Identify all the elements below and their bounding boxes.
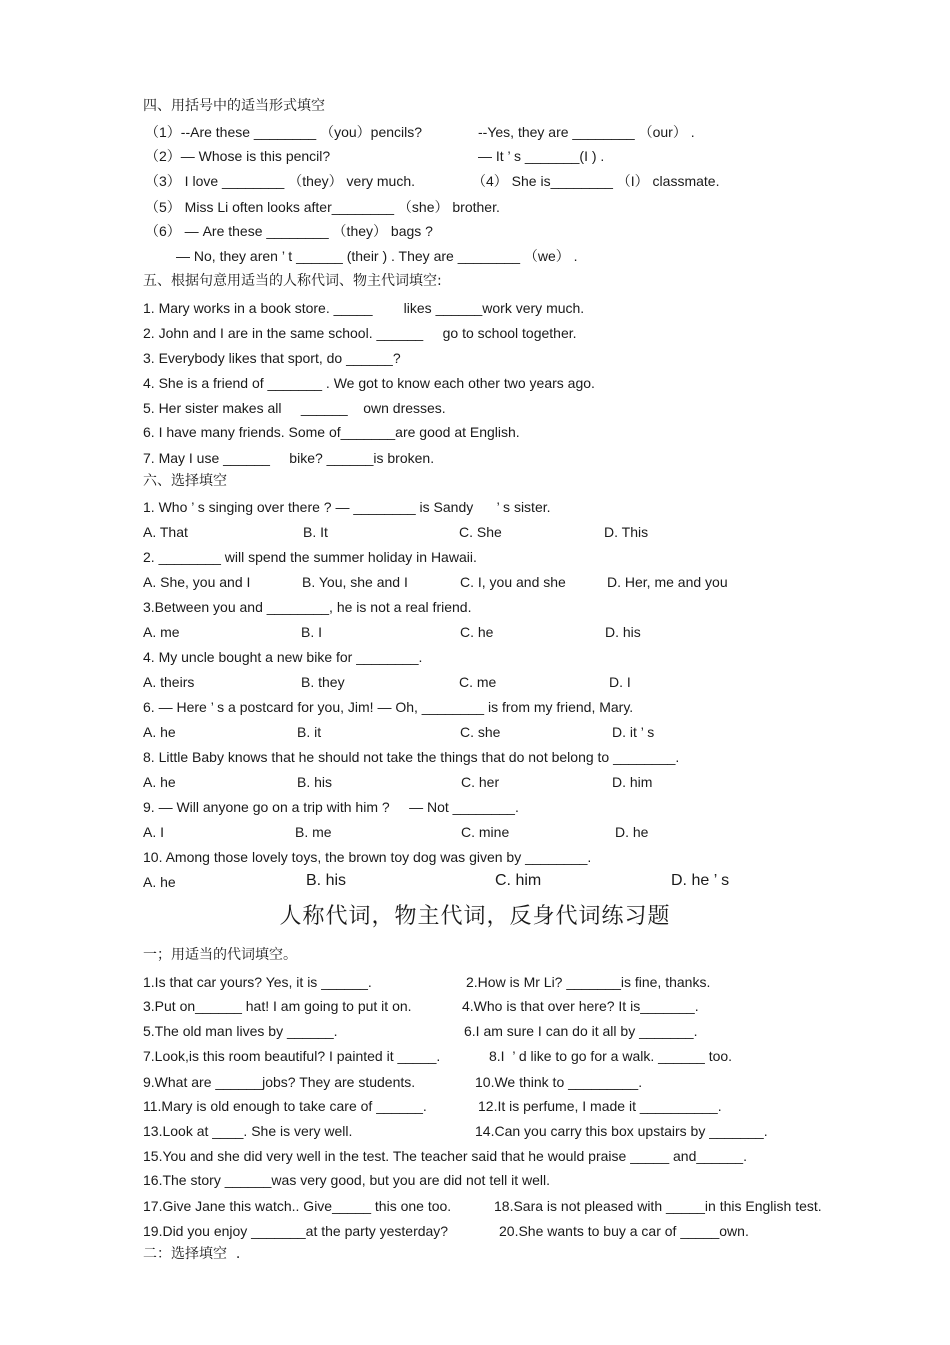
sec6-q2-opt-c: C. I, you and she bbox=[460, 574, 566, 590]
sec6-q3-opt-b: B. I bbox=[301, 624, 323, 640]
sec6-q1-opt-b: B. It bbox=[303, 524, 328, 540]
sec4-item-3-right: （4） She is________ （I） classmate. bbox=[472, 173, 720, 189]
part1-item-4: 4.Who is that over here? It is_______. bbox=[462, 998, 699, 1014]
part-2-heading: 二：选择填空 . bbox=[143, 1246, 241, 1262]
sec6-q1-opt-c: C. She bbox=[459, 524, 502, 540]
part1-item-7: 7.Look,is this room beautiful? I painted it _____. bbox=[143, 1048, 441, 1064]
sec6-q8-opt-d: D. him bbox=[612, 774, 653, 790]
sec6-q2-opt-a: A. She, you and I bbox=[143, 574, 251, 590]
sec6-q6-opt-a: A. he bbox=[143, 724, 176, 740]
sec5-item-1: 1. Mary works in a book store. _____ likes ______work very much. bbox=[143, 300, 585, 316]
part1-item-13: 13.Look at ____. She is very well. bbox=[143, 1123, 353, 1139]
sec6-q10-opt-c: C. him bbox=[495, 872, 542, 889]
sec6-q4: 4. My uncle bought a new bike for ________. bbox=[143, 649, 423, 665]
sec4-item-6-answer: — No, they aren ’ t ______ (their ) . They are ________ （we） . bbox=[176, 248, 578, 264]
sec6-q10-opt-b: B. his bbox=[306, 872, 347, 889]
part1-item-18: 18.Sara is not pleased with _____in this English test. bbox=[494, 1198, 822, 1214]
sec4-item-5: （5） Miss Li often looks after________ （she） brother. bbox=[145, 199, 500, 215]
sec4-item-2-left: （2）— Whose is this pencil? bbox=[145, 148, 331, 164]
part1-item-9: 9.What are ______jobs? They are students. bbox=[143, 1074, 416, 1090]
sec5-item-7: 7. May I use ______ bike? ______is broken. bbox=[143, 450, 435, 466]
part1-item-20: 20.She wants to buy a car of _____own. bbox=[499, 1223, 749, 1239]
sec6-q2-opt-d: D. Her, me and you bbox=[607, 574, 728, 590]
part-1-heading: 一；用适当的代词填空。 bbox=[143, 947, 297, 963]
sec6-q4-opt-a: A. theirs bbox=[143, 674, 195, 690]
sec6-q8-opt-c: C. her bbox=[461, 774, 500, 790]
sec6-q3-opt-c: C. he bbox=[460, 624, 494, 640]
sec6-q8-opt-b: B. his bbox=[297, 774, 333, 790]
part1-item-11: 11.Mary is old enough to take care of ______. bbox=[143, 1098, 427, 1114]
sec6-q1: 1. Who ’ s singing over there ? — ________ is Sandy ’ s sister. bbox=[143, 499, 551, 515]
sec6-q8-opt-a: A. he bbox=[143, 774, 176, 790]
part1-item-2: 2.How is Mr Li? _______is fine, thanks. bbox=[466, 974, 711, 990]
sec4-item-3-left: （3） I love ________ （they） very much. bbox=[145, 173, 416, 189]
sec6-q10-opt-a: A. he bbox=[143, 874, 176, 890]
part1-item-3: 3.Put on______ hat! I am going to put it on. bbox=[143, 998, 412, 1014]
sec6-q4-opt-b: B. they bbox=[301, 674, 345, 690]
sec6-q6-opt-b: B. it bbox=[297, 724, 322, 740]
section-4-heading: 四、用括号中的适当形式填空 bbox=[143, 98, 325, 114]
part1-item-10: 10.We think to _________. bbox=[475, 1074, 643, 1090]
sec5-item-4: 4. She is a friend of _______ . We got to know each other two years ago. bbox=[143, 375, 595, 391]
sec4-item-2-right: — It ’ s _______(I ) . bbox=[478, 148, 605, 164]
sec6-q9-opt-b: B. me bbox=[295, 824, 332, 840]
part1-item-8: 8.I ’ d like to go for a walk. ______ too. bbox=[489, 1048, 733, 1064]
sec4-item-6: （6） — Are these ________ （they） bags ? bbox=[145, 223, 433, 239]
sec4-item-1-left: （1）--Are these ________ （you）pencils? bbox=[145, 124, 423, 140]
sec6-q6-opt-c: C. she bbox=[460, 724, 501, 740]
sec6-q10: 10. Among those lovely toys, the brown toy dog was given by ________. bbox=[143, 849, 592, 865]
section-5-heading: 五、根据句意用适当的人称代词、物主代词填空: bbox=[143, 273, 442, 289]
sec6-q6: 6. — Here ’ s a postcard for you, Jim! — Oh, ________ is from my friend, Mary. bbox=[143, 699, 634, 715]
sec6-q1-opt-a: A. That bbox=[143, 524, 188, 540]
part1-item-5: 5.The old man lives by ______. bbox=[143, 1023, 338, 1039]
sec5-item-3: 3. Everybody likes that sport, do ______? bbox=[143, 350, 401, 366]
sec6-q9-opt-a: A. I bbox=[143, 824, 165, 840]
sec6-q10-opt-d: D. he ’ s bbox=[671, 872, 730, 889]
sec6-q4-opt-d: D. I bbox=[609, 674, 631, 690]
part1-item-1: 1.Is that car yours? Yes, it is ______. bbox=[143, 974, 372, 990]
sec5-item-6: 6. I have many friends. Some of_______are good at English. bbox=[143, 424, 520, 440]
sec6-q1-opt-d: D. This bbox=[604, 524, 649, 540]
worksheet-title: 人称代词，物主代词，反身代词练习题 bbox=[279, 904, 671, 929]
part1-item-16: 16.The story ______was very good, but you are did not tell it well. bbox=[143, 1172, 551, 1188]
sec6-q3-opt-d: D. his bbox=[605, 624, 641, 640]
part1-item-17: 17.Give Jane this watch.. Give_____ this one too. bbox=[143, 1198, 452, 1214]
sec6-q2: 2. ________ will spend the summer holiday in Hawaii. bbox=[143, 549, 477, 565]
sec6-q6-opt-d: D. it ’ s bbox=[612, 724, 655, 740]
sec6-q8: 8. Little Baby knows that he should not take the things that do not belong to ________. bbox=[143, 749, 680, 765]
part1-item-19: 19.Did you enjoy _______at the party yesterday? bbox=[143, 1223, 449, 1239]
sec6-q9: 9. — Will anyone go on a trip with him ? — Not ________. bbox=[143, 799, 519, 815]
part1-item-15: 15.You and she did very well in the test. The teacher said that he would praise _____ and______. bbox=[143, 1148, 747, 1164]
sec4-item-1-right: --Yes, they are ________ （our） . bbox=[478, 124, 695, 140]
sec5-item-2: 2. John and I are in the same school. ______ go to school together. bbox=[143, 325, 577, 341]
sec5-item-5: 5. Her sister makes all ______ own dresses. bbox=[143, 400, 446, 416]
section-6-heading: 六、选择填空 bbox=[143, 473, 227, 489]
sec6-q4-opt-c: C. me bbox=[459, 674, 497, 690]
sec6-q3: 3.Between you and ________, he is not a real friend. bbox=[143, 599, 472, 615]
sec6-q9-opt-d: D. he bbox=[615, 824, 649, 840]
sec6-q9-opt-c: C. mine bbox=[461, 824, 510, 840]
part1-item-6: 6.I am sure I can do it all by _______. bbox=[464, 1023, 698, 1039]
sec6-q2-opt-b: B. You, she and I bbox=[302, 574, 408, 590]
sec6-q3-opt-a: A. me bbox=[143, 624, 180, 640]
part1-item-14: 14.Can you carry this box upstairs by _______. bbox=[475, 1123, 768, 1139]
part1-item-12: 12.It is perfume, I made it __________. bbox=[478, 1098, 722, 1114]
